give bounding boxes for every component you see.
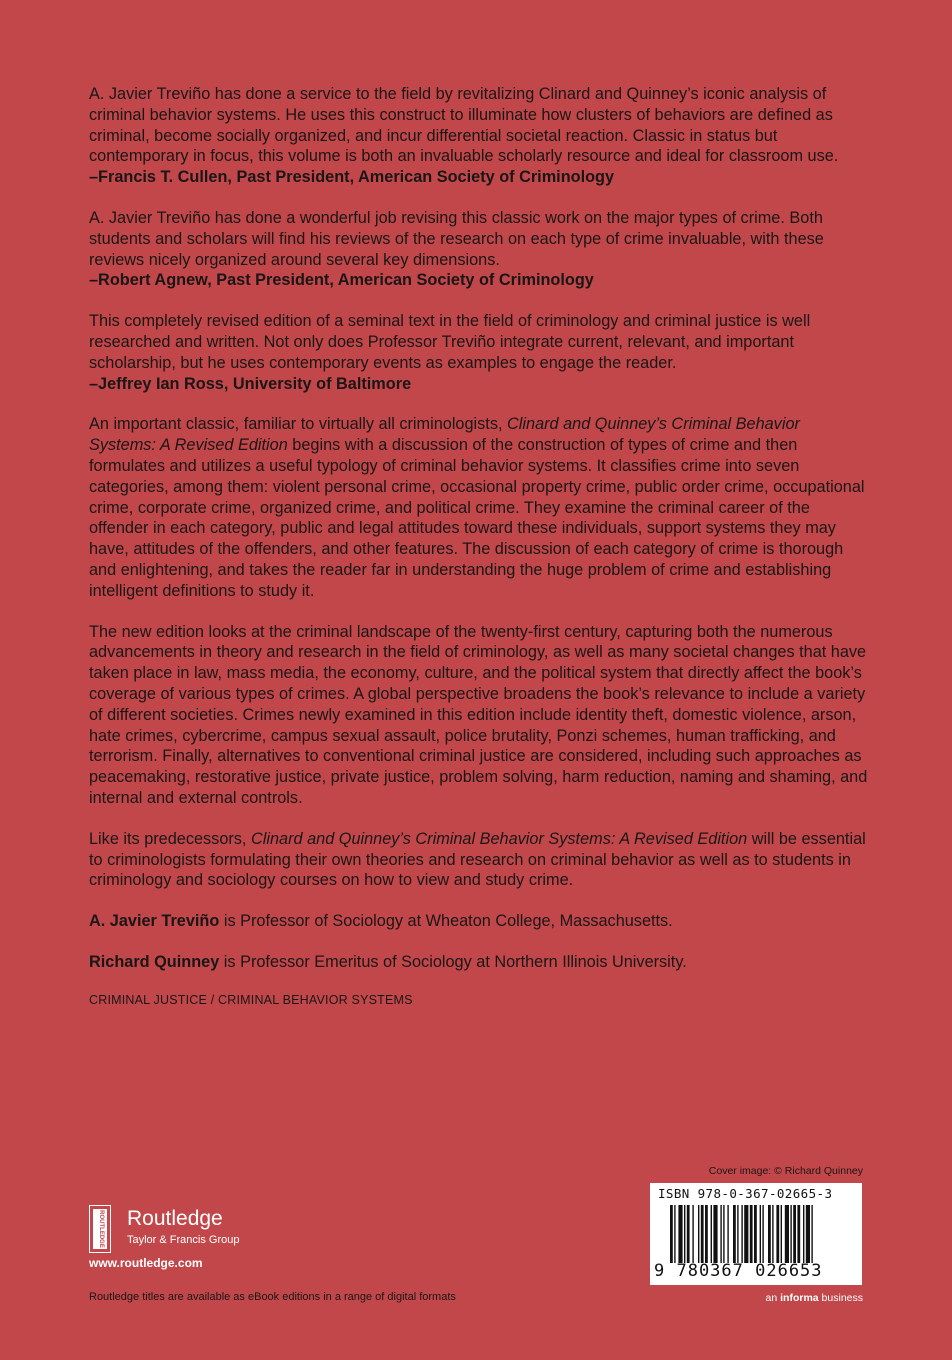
- barcode-bar: [760, 1205, 761, 1263]
- description-text: will be essential to criminologists formulating their own theories and research on criminal behavior as well as to students in criminology and sociology courses on how to view and study crime.: [89, 829, 866, 890]
- barcode-bar: [781, 1205, 782, 1263]
- barcode-bar: [806, 1205, 810, 1263]
- barcode-bar: [762, 1205, 763, 1263]
- barcode-bar: [776, 1205, 779, 1263]
- publisher-name: Routledge: [127, 1207, 223, 1230]
- author-name: Richard Quinney: [89, 952, 220, 971]
- author-bio-text: is Professor of Sociology at Wheaton College, Massachusetts.: [219, 912, 673, 931]
- barcode-bar: [701, 1205, 704, 1263]
- cover-image-credit: Cover image: © Richard Quinney: [708, 1165, 863, 1177]
- barcode-bar: [793, 1205, 796, 1263]
- barcode-bar: [711, 1205, 712, 1263]
- book-title-italic: Clinard and Quinney’s Criminal Behavior Systems: A Revised Edition: [89, 415, 800, 455]
- barcode-bar: [744, 1205, 748, 1263]
- back-cover-text: [89, 84, 869, 1007]
- barcode-bar: [723, 1205, 724, 1263]
- author-bio-trevino: [89, 911, 869, 932]
- barcode-bar: [705, 1205, 708, 1263]
- blurb-text: A. Javier Treviño has done a wonderful job revising this classic work on the major types of crime. Both students and scholars will find his reviews of the research on each type of crime invaluable, with these reviews nicely organized around several key dimensions.: [89, 208, 824, 269]
- ebook-note: Routledge titles are available as eBook editions in a range of digital formats: [89, 1291, 456, 1303]
- barcode-bar: [713, 1205, 717, 1263]
- barcode-bar: [674, 1205, 675, 1263]
- barcode-bar: [772, 1205, 773, 1263]
- barcode-bar: [684, 1205, 685, 1263]
- barcode-bar: [687, 1205, 690, 1263]
- author-name: A. Javier Treviño: [89, 912, 220, 931]
- publisher-group: Taylor & Francis Group: [127, 1234, 240, 1246]
- barcode-bar: [768, 1205, 771, 1263]
- barcode-bar: [790, 1205, 791, 1263]
- barcode-bar: [678, 1205, 682, 1263]
- barcode-bar: [754, 1205, 757, 1263]
- author-bio-quinney: [89, 952, 869, 973]
- subject-category: CRIMINAL JUSTICE / CRIMINAL BEHAVIOR SYSTEMS: [89, 992, 413, 1007]
- informa-prefix: an: [765, 1292, 781, 1304]
- barcode-bar: [692, 1205, 693, 1263]
- barcode-bar: [750, 1205, 753, 1263]
- barcode-bar: [741, 1205, 742, 1263]
- isbn-number: ISBN 978-0-367-02665-3: [658, 1186, 833, 1201]
- description-paragraph-3: [89, 829, 869, 891]
- barcode-bar: [785, 1205, 789, 1263]
- barcode-bar: [797, 1205, 800, 1263]
- book-title-italic: Clinard and Quinney’s Criminal Behavior Systems: A Revised Edition: [250, 829, 748, 848]
- barcode-bar: [720, 1205, 721, 1263]
- informa-business-tagline: [766, 1292, 863, 1304]
- publisher-url[interactable]: www.routledge.com: [89, 1256, 203, 1270]
- blurb-ross: [89, 311, 869, 394]
- barcode-bars: [670, 1205, 854, 1263]
- blurb-cullen: [89, 84, 869, 188]
- blurb-text: A. Javier Treviño has done a service to the field by revitalizing Clinard and Quinney’s iconic analysis of criminal behavior systems. He uses this construct to illuminate how clusters of behaviors are defined as criminal, become socially organized, and incur differential societal reaction. Classic in status but contemporary in focus, this volume is both an invaluable scholarly resource and ideal for classroom use.: [89, 85, 839, 166]
- description-text: An important classic, familiar to virtually all criminologists,: [89, 415, 508, 434]
- barcode-digits: 9 780367 026653: [654, 1261, 823, 1281]
- blurb-attribution: –Jeffrey Ian Ross, University of Baltimore: [89, 374, 412, 393]
- barcode-bar: [811, 1205, 812, 1263]
- blurb-agnew: [89, 208, 869, 291]
- isbn-barcode: [650, 1183, 862, 1285]
- author-bio-text: is Professor Emeritus of Sociology at Northern Illinois University.: [219, 952, 687, 971]
- barcode-bar: [803, 1205, 804, 1263]
- blurb-text: This completely revised edition of a seminal text in the field of criminology and criminal justice is well researched and written. Not only does Professor Treviño integrate current, relevant, and important scholarship, but he uses contemporary events as examples to engage the reader.: [89, 312, 811, 372]
- informa-brand: informa: [780, 1292, 819, 1304]
- barcode-bar: [737, 1205, 738, 1263]
- description-paragraph-2: The new edition looks at the criminal landscape of the twenty-first century, capturing both the numerous advancements in theory and research in the field of criminology, as well as many societal changes that have taken place in law, mass media, the economy, culture, and the political system that directly affect the book’s coverage of various types of crimes. A global perspective broadens the book’s relevance to include a variety of different societies. Crimes newly examined in this edition include identity theft, domestic violence, arson, hate crimes, cybercrime, campus sexual assault, police brutality, Ponzi schemes, human trafficking, and terrorism. Finally, alternatives to conventional criminal justice are considered, including such approaches as peacemaking, restorative justice, private justice, problem solving, harm reduction, naming and shaming, and internal and external controls.: [89, 622, 868, 807]
- routledge-logo-icon: [89, 1205, 111, 1253]
- description-text: Like its predecessors,: [89, 829, 251, 848]
- description-text: begins with a discussion of the construction of types of crime and then formulates and utilizes a useful typology of criminal behavior systems. It classifies crime into seven categories, among them: violent personal crime, occasional property crime, public order crime, occupational crime, corporate crime, organized crime, and political crime. They examine the criminal career of the offender in each category, public and legal attitudes toward these individuals, support systems they may have, attitudes of the offenders, and other features. The discussion of each category of crime is thorough and enlightening, and takes the reader far in understanding the huge problem of crime and establishing intelligent definitions to study it.: [89, 436, 865, 600]
- blurb-attribution: –Robert Agnew, Past President, American Society of Criminology: [89, 271, 594, 290]
- routledge-vertical-text: ROUTLEDGE: [98, 1210, 104, 1248]
- barcode-bar: [733, 1205, 736, 1263]
- description-paragraph-1: [89, 414, 869, 601]
- barcode-bar: [670, 1205, 673, 1263]
- barcode-bar: [698, 1205, 699, 1263]
- barcode-bar: [727, 1205, 728, 1263]
- informa-suffix: business: [818, 1292, 863, 1304]
- blurb-attribution: –Francis T. Cullen, Past President, American Society of Criminology: [89, 168, 615, 187]
